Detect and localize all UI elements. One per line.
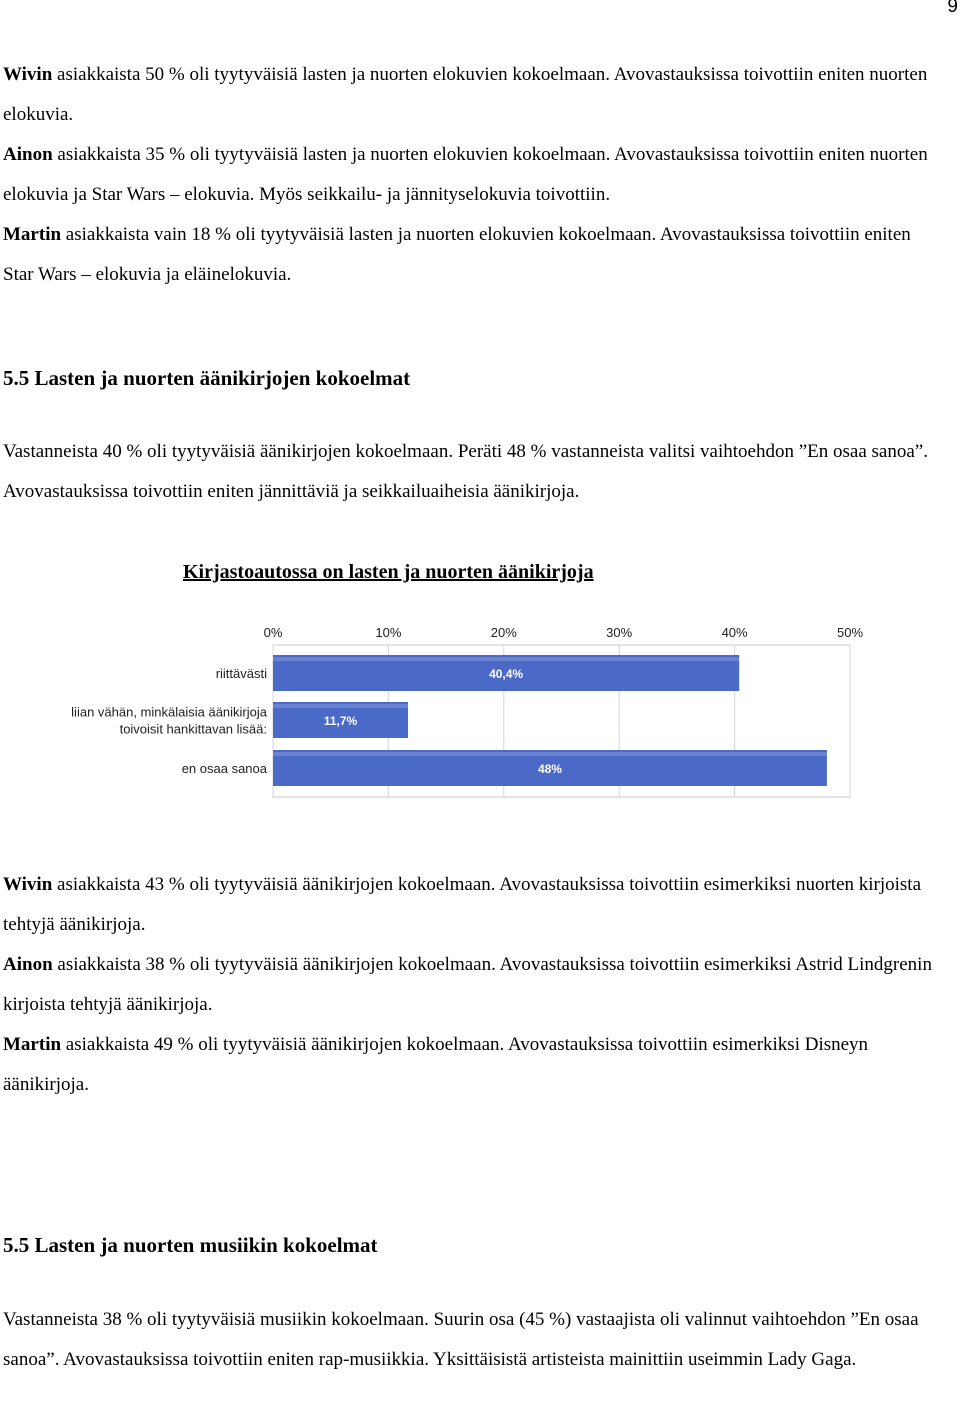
tick-label: 0% [263, 625, 283, 640]
library-name: Martin [3, 224, 62, 245]
library-name: Wivin [3, 64, 53, 85]
paragraph-text: asiakkaista 50 % oli tyytyväisiä lasten ja nuorten elokuvien kokoelmaan. Avovastauksissa toivottiin eniten nuorten elokuvia. [3, 64, 928, 125]
paragraph-wivin-films [3, 55, 943, 135]
section-heading-music: 5.5 Lasten ja nuorten musiikin kokoelmat [3, 1233, 378, 1257]
paragraph-audiobooks-intro: Vastanneista 40 % oli tyytyväisiä äänikirjojen kokoelmaan. Peräti 48 % vastanneista valitsi vaihtoehdon ”En osaa sanoa”. Avovastauksissa toivottiin eniten jännittäviä ja seikkailuaiheisia äänikirjoja. [3, 441, 928, 502]
tick-label: 10% [375, 625, 402, 640]
library-name: Ainon [3, 144, 53, 165]
tick-label: 40% [721, 625, 748, 640]
paragraph-martin-films [3, 215, 943, 295]
category-label: liian vähän, minkälaisia äänikirjoja [71, 704, 267, 720]
data-label: 11,7% [323, 714, 358, 728]
paragraph-text: asiakkaista 35 % oli tyytyväisiä lasten ja nuorten elokuvien kokoelmaan. Avovastauksissa toivottiin eniten nuorten elokuvia ja Star Wars – elokuvia. Myös seikkailu- ja jännityselokuvia toivottiin. [3, 144, 928, 205]
paragraph-text: asiakkaista vain 18 % oli tyytyväisiä lasten ja nuorten elokuvien kokoelmaan. Avovastauksissa toivottiin eniten Star Wars – elokuvia ja eläinelokuvia. [3, 224, 911, 285]
paragraph-wivin-audiobooks [3, 865, 943, 945]
section-heading-audiobooks: 5.5 Lasten ja nuorten äänikirjojen kokoelmat [3, 366, 411, 390]
category-label: en osaa sanoa [181, 761, 267, 776]
category-label: toivoisit hankittavan lisää: [119, 721, 267, 737]
paragraph-ainon-films [3, 135, 943, 215]
bar-highlight [273, 657, 739, 661]
paragraph-martin-audiobooks [3, 1025, 943, 1105]
library-name: Ainon [3, 954, 53, 975]
bar-highlight [273, 752, 827, 756]
bar-chart [0, 615, 960, 835]
library-name: Martin [3, 1034, 62, 1055]
category-label: riittävästi [215, 666, 267, 681]
paragraph-ainon-audiobooks [3, 945, 943, 1025]
data-label: 40,4% [489, 667, 524, 681]
bar-highlight [273, 704, 408, 708]
paragraph-music-intro: Vastanneista 38 % oli tyytyväisiä musiikin kokoelmaan. Suurin osa (45 %) vastaajista oli valinnut vaihtoehdon ”En osaa sanoa”. Avovastauksissa toivottiin eniten rap-musiikkia. Yksittäisistä artisteista mainittiin useimmin Lady Gaga. [3, 1309, 919, 1370]
page-number: 9 [947, 0, 958, 17]
paragraph-text: asiakkaista 49 % oli tyytyväisiä äänikirjojen kokoelmaan. Avovastauksissa toivottiin esimerkiksi Disneyn äänikirjoja. [3, 1034, 869, 1095]
paragraph-text: asiakkaista 43 % oli tyytyväisiä äänikirjojen kokoelmaan. Avovastauksissa toivottiin esimerkiksi nuorten kirjoista tehtyjä äänikirjoja. [3, 874, 922, 935]
data-label: 48% [537, 762, 562, 776]
paragraph-text: asiakkaista 38 % oli tyytyväisiä äänikirjojen kokoelmaan. Avovastauksissa toivottiin esimerkiksi Astrid Lindgrenin kirjoista tehtyjä äänikirjoja. [3, 954, 932, 1015]
tick-label: 50% [836, 625, 864, 640]
chart-title: Kirjastoautossa on lasten ja nuorten äänikirjoja [183, 561, 594, 583]
tick-label: 30% [606, 625, 633, 640]
library-name: Wivin [3, 874, 53, 895]
tick-label: 20% [490, 625, 517, 640]
